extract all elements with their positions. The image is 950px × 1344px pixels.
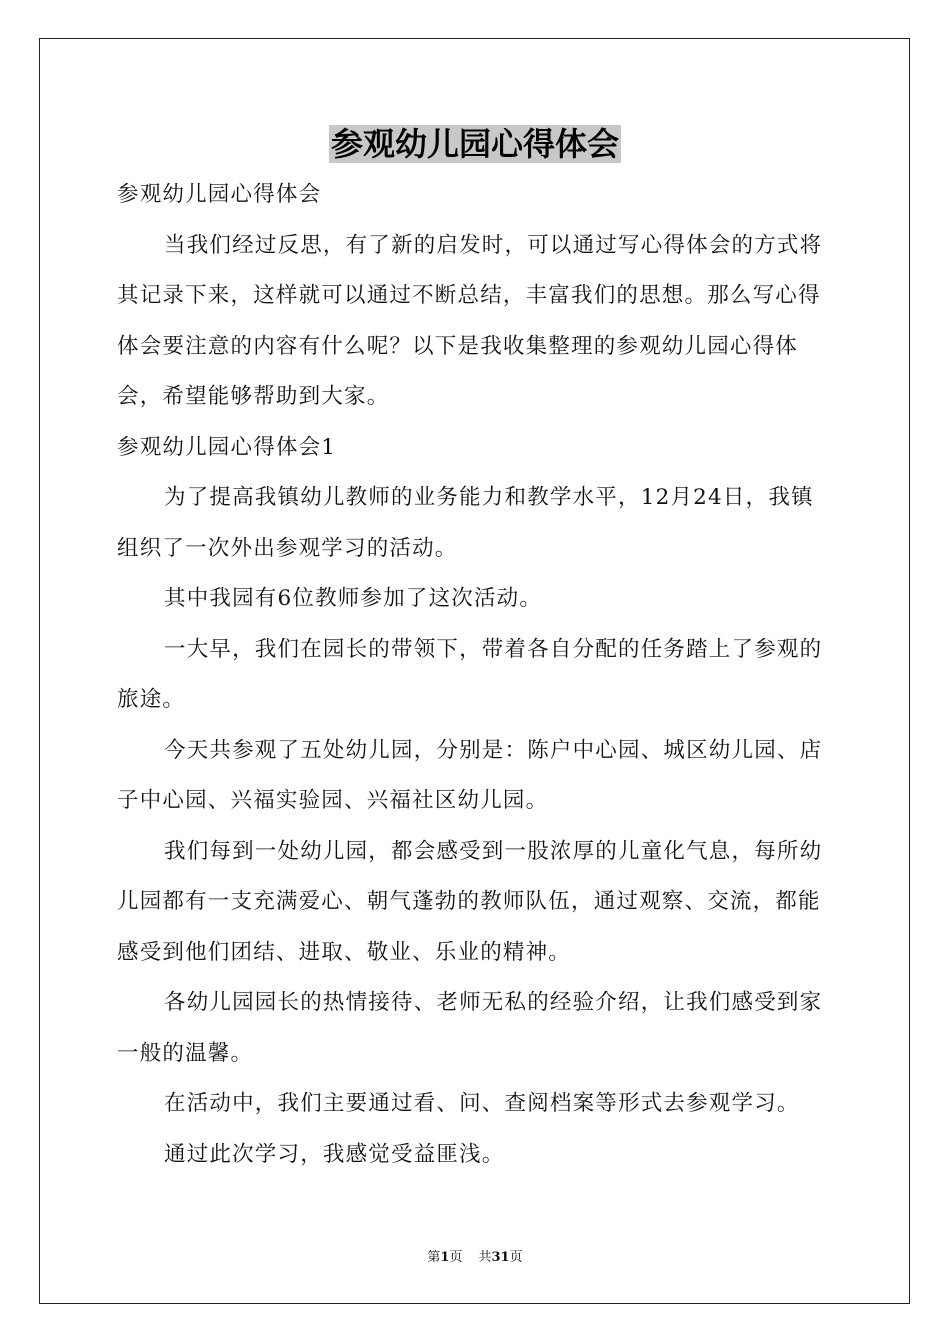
page-suffix: 页 bbox=[449, 1250, 463, 1265]
page-prefix: 第 bbox=[427, 1250, 441, 1265]
intro-paragraph: 当我们经过反思，有了新的启发时，可以通过写心得体会的方式将其记录下来，这样就可以通过不断总结，丰富我们的思想。那么写心得体会要注意的内容有什么呢？以下是我收集整理的参观幼儿园心得体会，希望能够帮助到大家。 bbox=[117, 232, 823, 409]
body-paragraph: 为了提高我镇幼儿教师的业务能力和教学水平，12月24日，我镇组织了一次外出参观学习的活动。 bbox=[117, 485, 814, 561]
body-paragraph: 我们每到一处幼儿园，都会感受到一股浓厚的儿童化气息，每所幼儿园都有一支充满爱心、朝气蓬勃的教师队伍，通过观察、交流，都能感受到他们团结、进取、敬业、乐业的精神。 bbox=[117, 838, 823, 965]
body-paragraph: 其中我园有6位教师参加了这次活动。 bbox=[164, 586, 543, 611]
total-suffix: 页 bbox=[509, 1250, 523, 1265]
body-paragraph: 各幼儿园园长的热情接待、老师无私的经验介绍，让我们感受到家一般的温馨。 bbox=[117, 990, 823, 1066]
document-subtitle: 参观幼儿园心得体会 bbox=[117, 182, 322, 207]
page-current: 1 bbox=[440, 1250, 450, 1265]
body-paragraph: 在活动中，我们主要通过看、问、查阅档案等形式去参观学习。 bbox=[164, 1091, 800, 1116]
body-paragraph: 今天共参观了五处幼儿园，分别是：陈户中心园、城区幼儿园、店子中心园、兴福实验园、兴福社区幼儿园。 bbox=[117, 737, 823, 813]
title-highlight: 参观幼儿园心得体会 bbox=[330, 125, 619, 163]
document-title bbox=[117, 118, 833, 170]
document-body bbox=[117, 118, 833, 1180]
total-prefix: 共 bbox=[478, 1250, 492, 1265]
body-paragraph: 一大早，我们在园长的带领下，带着各自分配的任务踏上了参观的旅途。 bbox=[117, 636, 823, 712]
page-footer bbox=[0, 1246, 950, 1265]
section-heading: 参观幼儿园心得体会1 bbox=[117, 434, 337, 460]
page-total: 31 bbox=[491, 1250, 510, 1265]
body-paragraph: 通过此次学习，我感觉受益匪浅。 bbox=[164, 1141, 505, 1167]
